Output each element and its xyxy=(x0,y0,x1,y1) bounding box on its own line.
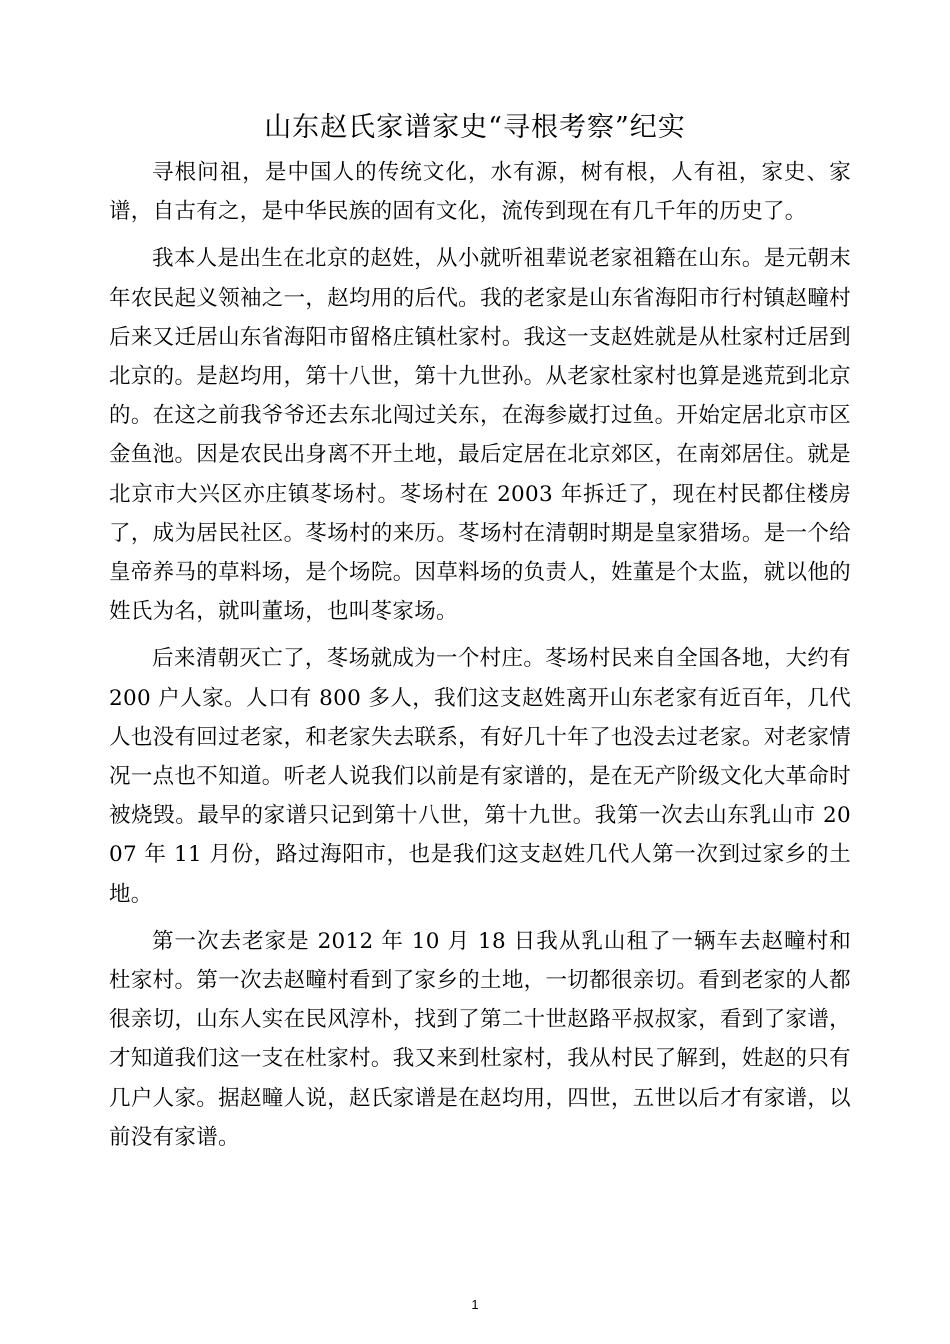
paragraph-first-visit: 第一次去老家是 2012 年 10 月 18 日我从乳山租了一辆车去赵疃村和杜家村。第一次去赵疃村看到了家乡的土地，一切都很亲切。看到老家的人都很亲切，山东人实在民风淳朴，找到了第二十世赵路平叔叔家，看到了家谱，才知道我们这一支在杜家村。我又来到杜家村，我从村民了解到，姓赵的只有几户人家。据赵疃人说，赵氏家谱是在赵均用，四世，五世以后才有家谱，以前没有家谱。 xyxy=(109,928,851,1150)
document-body xyxy=(109,153,851,1157)
document-title: 山东赵氏家谱家史“寻根考察”纪实 xyxy=(264,112,686,143)
paragraph-intro: 寻根问祖，是中国人的传统文化，水有源，树有根，人有祖，家史、家谱，自古有之，是中华民族的固有文化，流传到现在有几千年的历史了。 xyxy=(109,160,851,225)
paragraph-village-history: 后来清朝灭亡了，苳场就成为一个村庄。苳场村民来自全国各地，大约有 200 户人家。人口有 800 多人，我们这支赵姓离开山东老家有近百年，几代人也没有回过老家，和老家失去联系，有好几十年了也没去过老家。对老家情况一点也不知道。听老人说我们以前是有家谱的，是在无产阶级文化大革命时被烧毁。最早的家谱只记到第十八世，第十九世。我第一次去山东乳山市 2007 年 11 月份，路过海阳市，也是我们这支赵姓几代人第一次到过家乡的土地。 xyxy=(109,646,851,907)
paragraph-family-origin: 我本人是出生在北京的赵姓，从小就听祖辈说老家祖籍在山东。是元朝末年农民起义领袖之一，赵均用的后代。我的老家是山东省海阳市行村镇赵疃村后来又迁居山东省海阳市留格庄镇杜家村。我这一支赵姓就是从杜家村迁居到北京的。是赵均用，第十八世，第十九世孙。从老家杜家村也算是逃荒到北京的。在这之前我爷爷还去东北闯过关东，在海参崴打过鱼。开始定居北京市区金鱼池。因是农民出身离不开土地，最后定居在北京郊区，在南郊居住。就是北京市大兴区亦庄镇苳场村。苳场村在 2003 年拆迁了，现在村民都住楼房了，成为居民社区。苳场村的来历。苳场村在清朝时期是皇家猎场。是一个给皇帝养马的草料场，是个场院。因草料场的负责人，姓董是个太监，就以他的姓氏为名，就叫董场，也叫苳家场。 xyxy=(109,246,851,625)
page-number: 1 xyxy=(471,1297,479,1312)
